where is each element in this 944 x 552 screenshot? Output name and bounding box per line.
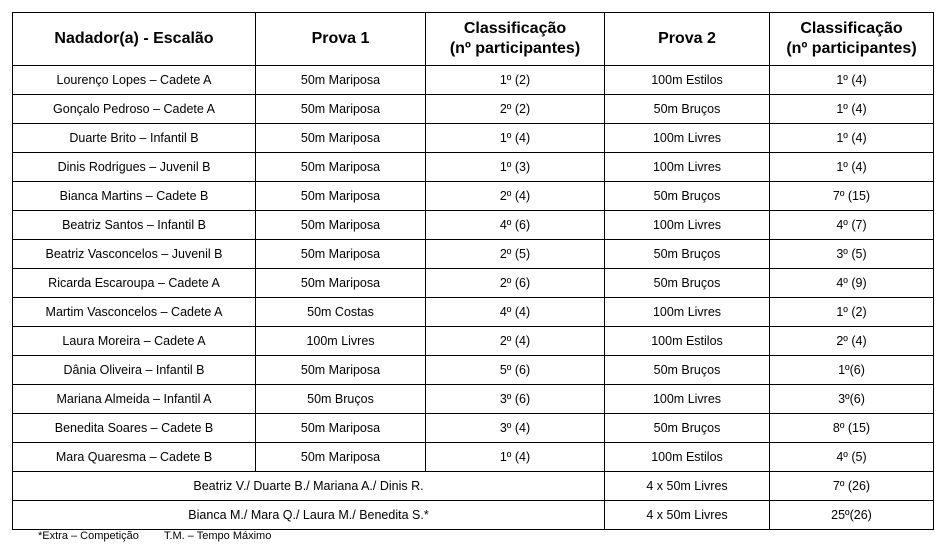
cell-event-1: 50m Mariposa [256,66,426,95]
table-row [13,443,934,472]
cell-event-2: 50m Bruços [605,414,770,443]
cell-classification-2: 8º (15) [770,414,934,443]
cell-event-1: 50m Mariposa [256,182,426,211]
relay-row [13,501,934,530]
cell-swimmer: Beatriz Santos – Infantil B [13,211,256,240]
cell-event-1: 50m Mariposa [256,356,426,385]
header-classification-2-line1: Classificação [800,20,903,37]
cell-classification-1: 2º (4) [426,327,605,356]
footnote-extra: *Extra – Competição [38,530,139,542]
table-row [13,95,934,124]
table-row [13,240,934,269]
cell-swimmer: Ricarda Escaroupa – Cadete A [13,269,256,298]
relay-team: Beatriz V./ Duarte B./ Mariana A./ Dinis R. [13,472,605,501]
results-body [13,66,934,530]
relay-event: 4 x 50m Livres [605,501,770,530]
cell-swimmer: Bianca Martins – Cadete B [13,182,256,211]
cell-event-1: 50m Mariposa [256,240,426,269]
cell-classification-1: 1º (3) [426,153,605,182]
cell-classification-2: 1º(6) [770,356,934,385]
header-classification-1-line1: Classificação [463,20,567,37]
cell-event-2: 100m Estilos [605,66,770,95]
cell-event-2: 50m Bruços [605,269,770,298]
cell-classification-1: 2º (5) [426,240,605,269]
header-classification-2-line2: (nº participantes) [786,40,917,57]
cell-classification-1: 1º (2) [426,66,605,95]
cell-swimmer: Gonçalo Pedroso – Cadete A [13,95,256,124]
relay-team: Bianca M./ Mara Q./ Laura M./ Benedita S.* [13,501,605,530]
table-row [13,153,934,182]
cell-classification-2: 1º (4) [770,124,934,153]
table-row [13,414,934,443]
cell-classification-2: 1º (4) [770,66,934,95]
cell-event-2: 50m Bruços [605,240,770,269]
cell-swimmer: Dinis Rodrigues – Juvenil B [13,153,256,182]
header-classification-1-line2: (nº participantes) [449,40,581,57]
cell-classification-2: 4º (7) [770,211,934,240]
cell-classification-2: 4º (9) [770,269,934,298]
cell-event-1: 50m Mariposa [256,95,426,124]
table-row [13,124,934,153]
cell-event-2: 100m Estilos [605,443,770,472]
cell-event-2: 100m Livres [605,298,770,327]
cell-event-2: 50m Bruços [605,182,770,211]
cell-classification-1: 1º (4) [426,124,605,153]
relay-event: 4 x 50m Livres [605,472,770,501]
header-classification-2 [770,13,934,66]
table-row [13,66,934,95]
cell-event-2: 100m Estilos [605,327,770,356]
cell-event-1: 50m Mariposa [256,124,426,153]
cell-classification-1: 2º (6) [426,269,605,298]
cell-event-2: 50m Bruços [605,95,770,124]
cell-swimmer: Martim Vasconcelos – Cadete A [13,298,256,327]
relay-classification: 25º(26) [770,501,934,530]
cell-classification-2: 1º (2) [770,298,934,327]
footnote-time-max: T.M. – Tempo Máximo [163,530,272,542]
table-row [13,385,934,414]
cell-swimmer: Duarte Brito – Infantil B [13,124,256,153]
cell-event-1: 50m Mariposa [256,269,426,298]
footnote [38,530,271,542]
cell-swimmer: Dânia Oliveira – Infantil B [13,356,256,385]
table-row [13,327,934,356]
cell-classification-1: 2º (4) [426,182,605,211]
cell-swimmer: Lourenço Lopes – Cadete A [13,66,256,95]
cell-event-2: 100m Livres [605,211,770,240]
header-classification-1 [426,13,605,66]
cell-swimmer: Laura Moreira – Cadete A [13,327,256,356]
table-row [13,269,934,298]
cell-classification-2: 3º(6) [770,385,934,414]
cell-classification-1: 3º (4) [426,414,605,443]
table-row [13,182,934,211]
cell-event-1: 50m Mariposa [256,153,426,182]
cell-event-1: 50m Mariposa [256,211,426,240]
cell-classification-2: 2º (4) [770,327,934,356]
table-row [13,356,934,385]
header-event-1: Prova 1 [256,13,426,66]
cell-swimmer: Beatriz Vasconcelos – Juvenil B [13,240,256,269]
header-event-2: Prova 2 [605,13,770,66]
table-row [13,298,934,327]
header-swimmer: Nadador(a) - Escalão [13,13,256,66]
cell-classification-1: 5º (6) [426,356,605,385]
cell-classification-1: 3º (6) [426,385,605,414]
cell-swimmer: Mara Quaresma – Cadete B [13,443,256,472]
results-table [12,12,934,530]
cell-swimmer: Benedita Soares – Cadete B [13,414,256,443]
table-row [13,211,934,240]
cell-event-1: 50m Mariposa [256,414,426,443]
cell-event-1: 100m Livres [256,327,426,356]
cell-classification-2: 3º (5) [770,240,934,269]
cell-classification-2: 4º (5) [770,443,934,472]
cell-event-2: 100m Livres [605,153,770,182]
cell-swimmer: Mariana Almeida – Infantil A [13,385,256,414]
cell-classification-1: 2º (2) [426,95,605,124]
cell-classification-1: 4º (6) [426,211,605,240]
cell-event-1: 50m Mariposa [256,443,426,472]
relay-classification: 7º (26) [770,472,934,501]
cell-event-2: 100m Livres [605,385,770,414]
cell-classification-2: 1º (4) [770,153,934,182]
relay-row [13,472,934,501]
cell-event-1: 50m Costas [256,298,426,327]
cell-event-2: 100m Livres [605,124,770,153]
cell-classification-1: 4º (4) [426,298,605,327]
cell-classification-1: 1º (4) [426,443,605,472]
cell-classification-2: 1º (4) [770,95,934,124]
cell-event-1: 50m Bruços [256,385,426,414]
header-row [13,13,934,66]
cell-classification-2: 7º (15) [770,182,934,211]
cell-event-2: 50m Bruços [605,356,770,385]
